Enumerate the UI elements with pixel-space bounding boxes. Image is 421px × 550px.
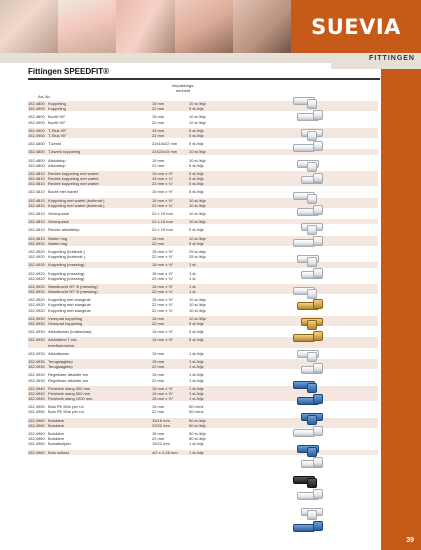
description: Koppeling (messing) <box>48 275 85 281</box>
packaging-unit: 1 st./bijz <box>189 377 204 383</box>
page-number: 39 <box>406 537 414 544</box>
article-number: 152.4810 <box>28 202 45 208</box>
size: 15 mm x ¾" <box>152 176 174 182</box>
packaging-unit: 1 st./bijz <box>189 350 204 356</box>
description: Verloopstuk <box>48 219 69 225</box>
packaging-unit: 10 st./bijz <box>189 315 206 321</box>
size: 15 mm x ½" <box>152 297 174 303</box>
description: Bocht met wartel <box>48 189 78 195</box>
article-number: 152.4810 <box>28 235 45 241</box>
size: 22 mm x ¾" <box>152 307 174 313</box>
article-number: 152.4800 <box>28 157 45 163</box>
description: T-Stuk 90° <box>48 132 67 138</box>
reducing-tee-image <box>285 141 337 155</box>
size: 15/16 mm <box>152 417 170 423</box>
packaging-unit: 1 st./bijz <box>189 390 204 396</box>
size: 15 mm x ½" <box>152 197 174 203</box>
packaging-unit: 5 st./bijz <box>189 181 204 187</box>
packaging-unit: 1 st./bijz <box>189 396 204 402</box>
shutoff-valve-image <box>285 378 337 392</box>
description: Buisklem <box>48 417 65 423</box>
coupling-with-nut-image <box>285 189 337 203</box>
pig-photo <box>233 0 291 53</box>
article-number: 152.4810 <box>28 219 45 225</box>
article-number: 152.4920 <box>28 297 45 303</box>
article-number: 152.4930 <box>28 364 45 370</box>
straight-coupling-image <box>285 94 337 108</box>
adjustable-valve-image <box>285 442 337 456</box>
flexible-hose-image <box>285 457 337 471</box>
packaging-unit: 25 st./bijz <box>189 254 206 260</box>
elbow-with-nut-image <box>285 205 337 219</box>
description: Buisklem <box>48 422 65 428</box>
size: 22 mm x ¾" <box>152 202 174 208</box>
packaging-unit: 5 st./bijz <box>189 176 204 182</box>
article-number: 152.4810 <box>28 197 45 203</box>
description: Koppeling <box>48 106 66 112</box>
size: 22 mm x ¾" <box>152 181 174 187</box>
column-header-packaging: Verpakkings- eenheid <box>171 83 195 93</box>
article-number: 152.4960 <box>28 431 45 436</box>
size: 22 mm <box>152 132 165 138</box>
packaging-unit: 1 st. <box>189 289 197 295</box>
article-number: 152.4810 <box>28 211 45 216</box>
description: Koppeling met wartel (buitendr.) <box>48 197 105 203</box>
pig-photo <box>58 0 116 53</box>
packaging-unit: 5 st./bijz <box>189 240 204 246</box>
article-number: 152.4920 <box>28 275 45 281</box>
description: Koppeling met slangtule <box>48 302 91 308</box>
size: 22 mm x ¾" <box>152 254 174 260</box>
description: Buisklem <box>48 436 65 442</box>
size: 23/22 mm <box>152 422 170 428</box>
packaging-unit: 5 st./bijz <box>189 162 204 168</box>
page-title: Fittingen SPEEDFIT® <box>28 67 380 80</box>
packaging-unit: 5 st./bijz <box>189 106 204 112</box>
article-number: 152.4940 <box>28 390 45 396</box>
packaging-unit: 5 st./bijz <box>189 132 204 138</box>
reducer-2-image <box>285 252 337 266</box>
packaging-unit: 10 st./bijz <box>189 235 206 241</box>
packaging-unit: 50 st./bijz <box>189 422 206 428</box>
section-label: FITTINGEN <box>369 55 415 62</box>
pig-photo <box>175 0 233 53</box>
packaging-unit: 5 st./bijz <box>189 337 204 343</box>
description: Koppeling (buitendr.) <box>48 248 85 254</box>
wall-elbow-image <box>285 331 337 345</box>
packaging-unit: 10 st./bijz <box>189 197 206 203</box>
article-number: 152.4930 <box>28 372 45 378</box>
size: 15 mm <box>152 404 165 410</box>
article-number: 152.4800 <box>28 149 45 155</box>
packaging-unit: 1 st. <box>189 270 197 276</box>
size: 22 mm <box>152 364 165 370</box>
description: Koppeling met slangtule <box>48 297 91 303</box>
description: Vloerpad koppeling <box>48 315 83 321</box>
description: Koppeling (buitendr.) <box>48 254 85 260</box>
article-number: 152.4920 <box>28 302 45 308</box>
packaging-unit: 10 st./bijz <box>189 114 206 120</box>
size: 15 mm x ½" <box>152 337 174 343</box>
pig-photo <box>0 0 58 53</box>
packaging-unit: 1 st./bijz <box>189 358 204 364</box>
description: T-kwerk koppeling <box>48 149 81 155</box>
size: 15 mm <box>152 315 165 321</box>
description: Koppeling (messing) <box>48 270 85 276</box>
size: 15 mm x ½" <box>152 329 174 335</box>
description: T-Stuk 90° <box>48 127 67 133</box>
packaging-unit: 1 st. <box>189 275 197 281</box>
packaging-unit: 1 st. <box>189 262 197 268</box>
article-number: 152.4930 <box>28 358 45 364</box>
article-number: 152.4960 <box>28 436 45 442</box>
description: Vloerpad koppeling <box>48 321 83 326</box>
article-number: 152.4900 <box>28 132 45 138</box>
size: 22 x 15 mm <box>152 227 173 233</box>
packaging-unit: 25 st./bijz <box>189 248 206 254</box>
article-number: 152.4810 <box>28 176 45 182</box>
packaging-unit: 1 st./bijz <box>189 364 204 370</box>
description: Afsluitdop <box>48 162 66 168</box>
packaging-unit: 1 st./bijz <box>189 441 204 447</box>
description: Rechte koppeling met wartel <box>48 176 99 182</box>
description: Afsluitdop <box>48 157 66 163</box>
article-number: 152.4930 <box>28 329 45 335</box>
packaging-unit: 50 m/rol <box>189 409 204 415</box>
size: 15 mm x ½" <box>152 262 174 268</box>
article-number: 152.4810 <box>28 189 45 195</box>
pe-pipe-roll-image <box>285 473 337 487</box>
article-number <box>28 343 48 348</box>
description: Wandbocht 90° B (messing) <box>48 289 98 295</box>
size: 22 x 15 mm <box>152 219 173 225</box>
packaging-unit: 1 st. <box>189 283 197 289</box>
article-number: 152.4920 <box>28 240 45 246</box>
description: Afsluitkraan (buitendraa) <box>48 329 92 335</box>
description: Rechte koppeling met wartel <box>48 181 99 187</box>
packaging-unit: 5 st./bijz <box>189 329 204 335</box>
description: Koppeling met slangtule <box>48 307 91 313</box>
description: Flexibele slang 1000 mm <box>48 396 93 402</box>
size: 15 mm <box>152 127 165 133</box>
article-number: 152.4800 <box>28 114 45 120</box>
article-number: 152.4810 <box>28 181 45 187</box>
shutoff-tee-image <box>285 394 337 408</box>
article-number: 152.4920 <box>28 289 45 295</box>
size: 15 mm x ½" <box>152 390 174 396</box>
size <box>152 343 189 348</box>
size: 22x15x22 mm <box>152 141 178 147</box>
description: Afsluitdeel T-mit- <box>48 337 78 343</box>
size: 15 mm <box>152 350 165 356</box>
packaging-unit: 10 st./bijz <box>189 302 206 308</box>
article-number: 152.4920 <box>28 254 45 260</box>
packaging-unit: 10 st./bijz <box>189 202 206 208</box>
size: 22 mm <box>152 377 165 383</box>
description: Buisafsnijder <box>48 441 71 447</box>
header-banner <box>0 0 421 53</box>
tee-coupling-image <box>285 157 337 171</box>
article-number: 152.4920 <box>28 283 45 289</box>
size: 22 mm x ¾" <box>152 289 174 295</box>
article-number: 152.4810 <box>28 170 45 176</box>
size: 15 mm <box>152 358 165 364</box>
packaging-unit: 5 st./bijz <box>189 321 204 326</box>
packaging-unit: 10 st./bijz <box>189 211 206 216</box>
reducer-image <box>285 236 337 250</box>
packaging-unit: 5 st./bijz <box>189 127 204 133</box>
size: 22 mm <box>152 119 165 125</box>
description: Koppeling met wartel (buitendr.) <box>48 202 105 208</box>
description: Rechte koppeling met wartel <box>48 170 99 176</box>
article-number: 152.4800 <box>28 101 45 106</box>
brass-coupling-image <box>285 299 337 313</box>
packaging-unit: 10 st./bijz <box>189 297 206 303</box>
size: 22 mm <box>152 106 165 112</box>
article-number: 152.4960 <box>28 422 45 428</box>
size: 15/22 mm <box>152 441 170 447</box>
article-number: 152.4900 <box>28 119 45 125</box>
article-number: 152.4920 <box>28 262 45 268</box>
packaging-unit: 5 st./bijz <box>189 141 204 147</box>
pipe-cutter-image <box>285 521 337 535</box>
size: 22 mm <box>152 436 165 442</box>
article-number: 152.4930 <box>28 377 45 383</box>
size: 22 mm <box>152 321 165 326</box>
size: 22x22x15 mm <box>152 149 178 155</box>
brand-logo-box <box>291 0 421 53</box>
description: Terugslagklep <box>48 364 73 370</box>
packaging-unit <box>189 343 229 348</box>
size: 15 mm x ½" <box>152 385 174 391</box>
packaging-unit: 50 st./bijz <box>189 431 206 436</box>
article-number: 152.4900 <box>28 106 45 112</box>
article-number: 152.4800 <box>28 141 45 147</box>
article-number: 152.4920 <box>28 248 45 254</box>
size: 15 mm x ½" <box>152 283 174 289</box>
article-number: 152.4920 <box>28 270 45 276</box>
size: 22 x 15 mm <box>152 211 173 216</box>
description: Afsluitkraan <box>48 350 69 356</box>
size: 15 mm x ½" <box>152 270 174 276</box>
article-number: 152.4930 <box>28 315 45 321</box>
size: 15 mm <box>152 372 165 378</box>
column-header-article: Art.-Nr. <box>38 94 51 99</box>
description: Bocht 90° <box>48 119 66 125</box>
size: 15 mm <box>152 114 165 120</box>
packaging-unit: 50 m/rol <box>189 404 204 410</box>
right-color-strip <box>381 53 421 550</box>
article-number: 152.4950 <box>28 404 45 410</box>
description: Regelbare afsluiter sm <box>48 377 89 383</box>
size: 15 mm x ½" <box>152 170 174 176</box>
brass-coupling-2-image <box>285 315 337 329</box>
size: 22 mm x ¾" <box>152 275 174 281</box>
packaging-unit: 5 st./bijz <box>189 227 204 233</box>
packaging-unit: 5 st./bijz <box>189 170 204 176</box>
floor-coupling-image <box>285 363 337 377</box>
description: Flexibele slang 300 mm <box>48 385 91 391</box>
section-bar <box>0 53 381 63</box>
description: meeftutenwind <box>48 342 75 348</box>
packaging-unit: 10 st./bijz <box>189 149 206 155</box>
description: Buis PE 50m per rol <box>48 404 84 410</box>
description: Flexibele slang 500 mm <box>48 390 91 396</box>
size: 4/2 x 4-28 mm <box>152 449 178 455</box>
description: Wandbocht 90° B (messing) <box>48 283 98 289</box>
description: Terugslagklep <box>48 358 73 364</box>
packaging-unit: 50 st./bijz <box>189 436 206 442</box>
tee-90-image <box>285 126 337 140</box>
nut-ring-image <box>285 284 337 298</box>
description: Buis PE 50m per rol <box>48 409 84 415</box>
elbow-90-image <box>285 110 337 124</box>
packaging-unit: 10 st./bijz <box>189 101 206 106</box>
article-number: 152.4920 <box>28 307 45 313</box>
pig-photo <box>116 0 174 53</box>
size: 15 mm <box>152 431 165 436</box>
packaging-unit: 5 st./bijz <box>189 189 204 195</box>
shutoff-tap-image <box>285 410 337 424</box>
packaging-unit: 1 st./bijz <box>189 385 204 391</box>
size: 15 mm <box>152 101 165 106</box>
packaging-unit: 10 st./bijz <box>189 307 206 313</box>
description: Regelbare afsluiter sm <box>48 372 89 378</box>
description: Koppeling (messing) <box>48 262 85 268</box>
packaging-unit: 10 st./bijz <box>189 119 206 125</box>
article-number: 152.4930 <box>28 337 45 343</box>
description: Buisklem <box>48 431 65 436</box>
packaging-unit: 50 st./bijz <box>189 417 206 423</box>
article-number: 152.4940 <box>28 396 45 402</box>
description: Verloopstuk <box>48 211 69 216</box>
packaging-unit: 10 st./bijz <box>189 219 206 225</box>
article-number: 152.4960 <box>28 441 45 447</box>
packaging-unit: 10 st./bijz <box>189 157 206 163</box>
article-number: 152.4810 <box>28 227 45 233</box>
brand-logo: SUEVIA <box>311 14 401 39</box>
article-number: 152.4900 <box>28 127 45 133</box>
packaging-unit: 1 st./bijz <box>189 372 204 378</box>
article-number: 152.4930 <box>28 350 45 356</box>
description: Buis ontlast <box>48 449 69 455</box>
description: Wartel ring <box>48 235 68 241</box>
description: Koppeling <box>48 101 66 106</box>
size: 22 mm <box>152 240 165 246</box>
size: 22 mm <box>152 409 165 415</box>
description: Wartel ring <box>48 240 68 246</box>
check-valve-image <box>285 426 337 440</box>
straight-valve-image <box>285 268 337 282</box>
size: 15 mm x ½" <box>152 248 174 254</box>
pipe-clip-image <box>285 489 337 503</box>
size: 15 mm x ½" <box>152 189 174 195</box>
article-number: 152.4960 <box>28 449 45 455</box>
size: 15 mm <box>152 157 165 163</box>
size: 15 mm <box>152 235 165 241</box>
end-cap-image <box>285 173 337 187</box>
hose-tail-coupling-image <box>285 347 337 361</box>
size: 22 mm <box>152 162 165 168</box>
coupling-male-thread-image <box>285 220 337 234</box>
article-number: 152.4930 <box>28 321 45 326</box>
description: Rechte afsluitklep <box>48 227 80 233</box>
size: 22 mm x ¾" <box>152 302 174 308</box>
packaging-unit: 1 st./bijz <box>189 449 204 455</box>
description: Bocht 90° <box>48 114 66 120</box>
description: T-kenkt <box>48 141 62 147</box>
article-number: 152.4960 <box>28 417 45 423</box>
pipe-clamp-image <box>285 505 337 519</box>
article-number: 152.4800 <box>28 162 45 168</box>
article-number: 152.4950 <box>28 409 45 415</box>
article-number: 152.4940 <box>28 385 45 391</box>
size: 15 mm x ½" <box>152 396 174 402</box>
